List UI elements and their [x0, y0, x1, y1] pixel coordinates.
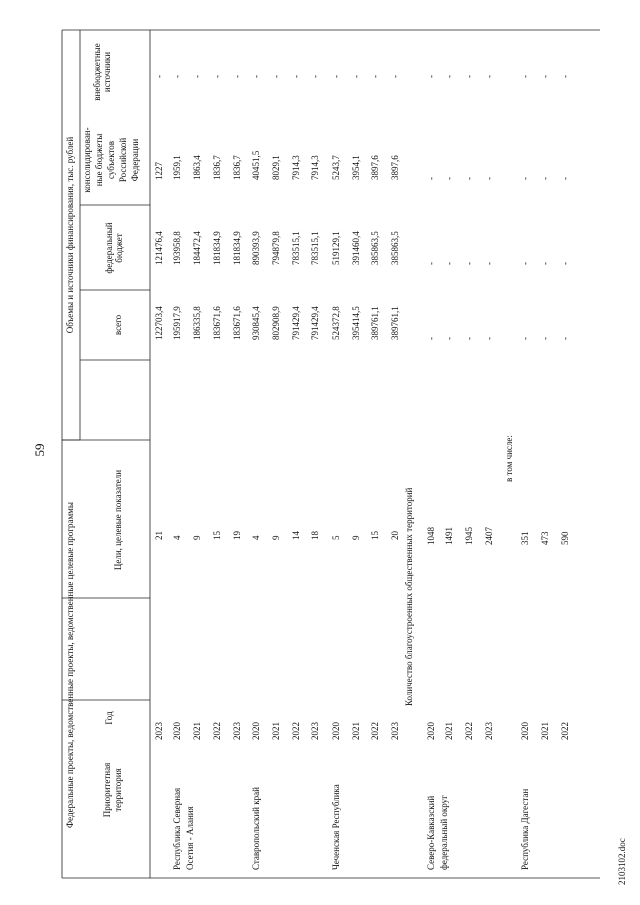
- cell-territory: Северо-Кавказский: [426, 795, 436, 870]
- cell-year: 2020: [331, 722, 341, 740]
- cell-federal: 385863,5: [370, 231, 380, 265]
- cell-extra: -: [520, 75, 530, 78]
- footer-filename: 2103102.doc: [617, 838, 627, 885]
- cell-year: 2020: [426, 722, 436, 740]
- cell-target: 4: [172, 535, 182, 540]
- table-row: [560, 75, 570, 740]
- header-federal: бюджет: [114, 233, 124, 263]
- cell-year: 2022: [560, 722, 570, 740]
- cell-total: 524372,8: [331, 306, 341, 340]
- cell-target: 15: [212, 531, 222, 540]
- cell-extra: -: [331, 75, 341, 78]
- cell-consolidated: 7914,3: [291, 155, 301, 180]
- section-label: Количество благоустроенных общественных территорий: [404, 487, 414, 706]
- cell-total: 183671,6: [232, 306, 242, 340]
- cell-year: 2020: [251, 722, 261, 740]
- cell-consolidated: 7914,3: [310, 155, 320, 180]
- cell-total: -: [426, 337, 436, 340]
- cell-extra: -: [560, 75, 570, 78]
- cell-federal: 193958,8: [172, 231, 182, 265]
- cell-federal: 519129,1: [331, 231, 341, 265]
- cell-target: 590: [560, 531, 570, 545]
- cell-target: 21: [154, 531, 164, 540]
- in-that-number-note: в том числе:: [504, 435, 514, 482]
- header-total: всего: [113, 314, 123, 336]
- cell-total: 930845,4: [251, 306, 261, 340]
- cell-year: 2021: [351, 722, 361, 740]
- cell-total: -: [464, 337, 474, 340]
- header-goals: Цели, целевые показатели: [113, 469, 123, 571]
- table-row: [251, 75, 261, 870]
- cell-year: 2021: [540, 722, 550, 740]
- cell-extra: -: [426, 75, 436, 78]
- table-row: [154, 75, 164, 740]
- cell-extra: -: [464, 75, 474, 78]
- cell-federal: 385863,5: [390, 231, 400, 265]
- cell-year: 2020: [520, 722, 530, 740]
- cell-federal: 121476,4: [154, 231, 164, 265]
- cell-federal: -: [484, 262, 494, 265]
- table-row: [212, 75, 222, 740]
- cell-total: -: [444, 337, 454, 340]
- page-number: 59: [32, 443, 47, 457]
- cell-federal: 794879,8: [271, 231, 281, 265]
- cell-consolidated: -: [540, 177, 550, 180]
- cell-year: 2021: [444, 722, 454, 740]
- cell-extra: -: [212, 75, 222, 78]
- header-projects: Федеральные проекты, ведомственные проекты, ведомственные целевые программы: [65, 502, 75, 828]
- cell-target: 9: [271, 535, 281, 540]
- table-row: [172, 75, 195, 870]
- table-row: [484, 75, 494, 740]
- cell-extra: -: [444, 75, 454, 78]
- cell-federal: 783515,1: [291, 231, 301, 265]
- cell-target: 20: [390, 531, 400, 540]
- cell-federal: 391460,4: [351, 231, 361, 265]
- header-consolidated: консолидирован-: [82, 127, 92, 193]
- table-row: [351, 75, 361, 740]
- cell-extra: -: [232, 75, 242, 78]
- cell-territory: Чеченская Республика: [331, 784, 341, 870]
- cell-total: 802908,9: [271, 306, 281, 340]
- header-extra-budget: источники: [102, 51, 112, 93]
- cell-target: 19: [232, 531, 242, 540]
- table-row: [520, 75, 530, 870]
- cell-target: 1491: [444, 527, 454, 545]
- cell-extra: -: [271, 75, 281, 78]
- cell-total: -: [484, 337, 494, 340]
- cell-year: 2021: [192, 722, 202, 740]
- cell-federal: 783515,1: [310, 231, 320, 265]
- table-row: [232, 75, 242, 740]
- cell-federal: 184472,4: [192, 231, 202, 265]
- cell-consolidated: 1836,7: [212, 155, 222, 180]
- cell-year: 2022: [212, 722, 222, 740]
- header-territory: территория: [113, 768, 123, 812]
- cell-target: 18: [310, 531, 320, 540]
- cell-target: 2407: [484, 527, 494, 545]
- cell-total: 395414,5: [351, 306, 361, 340]
- cell-target: 15: [370, 531, 380, 540]
- cell-year: 2023: [390, 722, 400, 740]
- header-year: Год: [104, 711, 114, 725]
- cell-consolidated: 1227: [154, 162, 164, 180]
- cell-year: 2023: [310, 722, 320, 740]
- cell-total: 186335,8: [192, 306, 202, 340]
- header-consolidated: субъектов: [106, 140, 116, 180]
- cell-target: 351: [520, 531, 530, 545]
- header-funding-volumes: Объемы и источники финансирования, тыс. рублей: [65, 136, 75, 334]
- table-row: [426, 75, 449, 870]
- cell-target: 473: [540, 531, 550, 545]
- cell-target: 5: [331, 535, 341, 540]
- cell-total: 791429,4: [291, 306, 301, 340]
- cell-territory: Осетия - Алания: [185, 806, 195, 870]
- cell-extra: -: [172, 75, 182, 78]
- table-row: [192, 75, 202, 740]
- cell-consolidated: 1836,7: [232, 155, 242, 180]
- cell-total: 791429,4: [310, 306, 320, 340]
- cell-target: 1048: [426, 527, 436, 545]
- cell-extra: -: [251, 75, 261, 78]
- cell-federal: 181834,9: [232, 231, 242, 265]
- table-row: [390, 75, 400, 740]
- cell-extra: -: [540, 75, 550, 78]
- cell-extra: -: [310, 75, 320, 78]
- cell-extra: -: [390, 75, 400, 78]
- cell-consolidated: -: [464, 177, 474, 180]
- cell-extra: -: [291, 75, 301, 78]
- cell-total: -: [540, 337, 550, 340]
- header-extra-budget: внебюджетные: [92, 43, 102, 101]
- cell-year: 2022: [291, 722, 301, 740]
- header-consolidated: ные бюджеты: [94, 133, 104, 187]
- cell-consolidated: 40451,5: [251, 150, 261, 180]
- cell-territory: Республика Дагестан: [520, 788, 530, 870]
- cell-extra: -: [484, 75, 494, 78]
- header-federal: федеральный: [104, 222, 114, 274]
- cell-consolidated: -: [426, 177, 436, 180]
- cell-territory: Ставропольский край: [251, 787, 261, 870]
- header-consolidated: Федерации: [130, 138, 140, 182]
- cell-consolidated: -: [484, 177, 494, 180]
- table-row: [370, 75, 380, 740]
- cell-target: 9: [351, 535, 361, 540]
- cell-year: 2022: [370, 722, 380, 740]
- cell-target: 9: [192, 535, 202, 540]
- cell-territory: Республика Северная: [172, 787, 182, 870]
- cell-extra: -: [370, 75, 380, 78]
- cell-year: 2023: [484, 722, 494, 740]
- cell-year: 2023: [232, 722, 242, 740]
- cell-extra: -: [192, 75, 202, 78]
- cell-total: 195917,9: [172, 306, 182, 340]
- cell-target: 4: [251, 535, 261, 540]
- table-content: [65, 43, 570, 870]
- cell-target: 14: [291, 531, 301, 540]
- table-row: [464, 75, 474, 740]
- cell-extra: -: [351, 75, 361, 78]
- cell-consolidated: -: [560, 177, 570, 180]
- table-row: [310, 75, 320, 740]
- cell-extra: -: [154, 75, 164, 78]
- cell-total: 389761,1: [390, 306, 400, 340]
- cell-consolidated: 3954,1: [351, 155, 361, 180]
- cell-federal: -: [464, 262, 474, 265]
- cell-consolidated: 3897,6: [370, 155, 380, 180]
- table-row: [331, 75, 341, 870]
- cell-year: 2021: [271, 722, 281, 740]
- cell-territory: федеральный округ: [439, 795, 449, 870]
- cell-federal: -: [520, 262, 530, 265]
- cell-total: 389761,1: [370, 306, 380, 340]
- cell-consolidated: 1863,4: [192, 155, 202, 180]
- header-consolidated: Российской: [118, 137, 128, 183]
- table-row: [444, 75, 454, 740]
- cell-year: 2020: [172, 722, 182, 740]
- table-row: [271, 75, 281, 740]
- cell-total: 183671,6: [212, 306, 222, 340]
- cell-federal: -: [540, 262, 550, 265]
- cell-federal: 890393,9: [251, 231, 261, 265]
- table-row: [291, 75, 301, 740]
- cell-federal: -: [426, 262, 436, 265]
- cell-total: -: [520, 337, 530, 340]
- cell-federal: 181834,9: [212, 231, 222, 265]
- header-territory: Приоритетная: [102, 762, 112, 818]
- cell-consolidated: 8029,1: [271, 155, 281, 180]
- cell-consolidated: 5243,7: [331, 155, 341, 180]
- cell-year: 2023: [154, 722, 164, 740]
- cell-consolidated: 3897,6: [390, 155, 400, 180]
- cell-consolidated: -: [444, 177, 454, 180]
- cell-federal: -: [444, 262, 454, 265]
- cell-total: -: [560, 337, 570, 340]
- cell-consolidated: 1959,1: [172, 155, 182, 180]
- cell-total: 122703,4: [154, 306, 164, 340]
- table-row: [540, 75, 550, 740]
- cell-consolidated: -: [520, 177, 530, 180]
- cell-target: 1945: [464, 527, 474, 545]
- cell-year: 2022: [464, 722, 474, 740]
- cell-federal: -: [560, 262, 570, 265]
